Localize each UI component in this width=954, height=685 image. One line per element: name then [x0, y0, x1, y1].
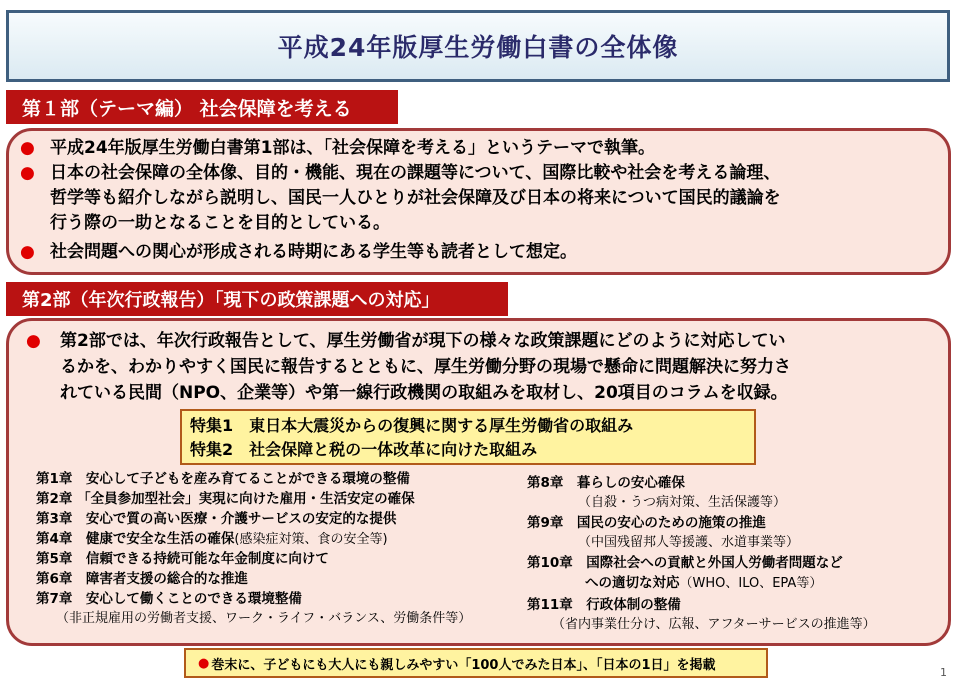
chapter-8: 第8章 暮らしの安心確保 [527, 475, 685, 491]
bullet-icon: ● [20, 138, 35, 158]
part1-heading: 第１部（テーマ編） 社会保障を考える [6, 90, 398, 124]
part1-bullet-2: ● 日本の社会保障の全体像、目的・機能、現在の課題等について、国際比較や社会を考える論理、 [20, 161, 780, 186]
special-feature-1: 特集1 東日本大震災からの復興に関する厚生労働省の取組み [190, 416, 634, 435]
chapter-8-detail: （自殺・うつ病対策、生活保護等） [578, 495, 787, 510]
chapter-11: 第11章 行政体制の整備 [527, 597, 681, 613]
bullet-icon: ● [26, 331, 41, 351]
title-banner [6, 10, 950, 82]
part2-intro-line2: るかを、わかりやすく国民に報告するとともに、厚生労働分野の現場で懸命に問題解決に努力さ [60, 357, 791, 377]
chapter-10-line2: への適切な対応（WHO、ILO、EPA等） [585, 575, 823, 591]
chapter-5: 第5章 信頼できる持続可能な年金制度に向けて [36, 551, 329, 567]
bullet-icon: ● [20, 242, 35, 262]
special-features-box [180, 409, 756, 465]
part1-bullet-1: ● 平成24年版厚生労働白書第1部は、「社会保障を考える」というテーマで執筆。 [20, 136, 655, 161]
bullet-icon: ● [198, 655, 210, 671]
part2-heading: 第2部（年次行政報告）「現下の政策課題への対応」 [6, 282, 508, 316]
appendix-note: ● 巻末に、子どもにも大人にも親しみやすい「100人でみた日本」、「日本の1日」を掲載 [184, 648, 768, 678]
part1-bullet-2-line3: 行う際の一助となることを目的としている。 [50, 213, 390, 233]
special-feature-2: 特集2 社会保障と税の一体改革に向けた取組み [190, 440, 538, 459]
page-title: 平成24年版厚生労働白書の全体像 [277, 33, 679, 62]
bullet-icon: ● [20, 163, 35, 183]
chapter-1: 第1章 安心して子どもを産み育てることができる環境の整備 [36, 471, 410, 487]
page-number: 1 [940, 666, 947, 679]
part2-intro-line1: ● 第2部では、年次行政報告として、厚生労働省が現下の様々な政策課題にどのように対応してい [26, 329, 786, 354]
chapter-9-detail: （中国残留邦人等援護、水道事業等） [578, 535, 800, 550]
chapter-6: 第6章 障害者支援の総合的な推進 [36, 571, 248, 587]
part1-bullet-2-line2: 哲学等も紹介しながら説明し、国民一人ひとりが社会保障及び日本の将来について国民的議論を [50, 188, 781, 208]
chapter-9: 第9章 国民の安心のための施策の推進 [527, 515, 766, 531]
part2-intro-line3: れている民間（NPO、企業等）や第一線行政機関の取組みを取材し、20項目のコラムを収録。 [60, 383, 788, 403]
chapter-7-detail: （非正規雇用の労働者支援、ワーク・ライフ・バランス、労働条件等） [56, 611, 472, 626]
chapter-7: 第7章 安心して働くことのできる環境整備 [36, 591, 302, 607]
chapter-3: 第3章 安心で質の高い医療・介護サービスの安定的な提供 [36, 511, 397, 527]
part1-bullet-3: ● 社会問題への関心が形成される時期にある学生等も読者として想定。 [20, 240, 577, 265]
chapter-4: 第4章 健康で安全な生活の確保(感染症対策、食の安全等) [36, 531, 388, 547]
chapter-2: 第2章 「全員参加型社会」実現に向けた雇用・生活安定の確保 [36, 491, 415, 507]
chapter-10-detail: （WHO、ILO、EPA等） [679, 576, 823, 591]
chapter-10: 第10章 国際社会への貢献と外国人労働者問題など [527, 555, 843, 571]
chapter-4-detail: (感染症対策、食の安全等) [234, 532, 388, 547]
chapter-11-detail: （省内事業仕分け、広報、アフターサービスの推進等） [552, 617, 876, 632]
